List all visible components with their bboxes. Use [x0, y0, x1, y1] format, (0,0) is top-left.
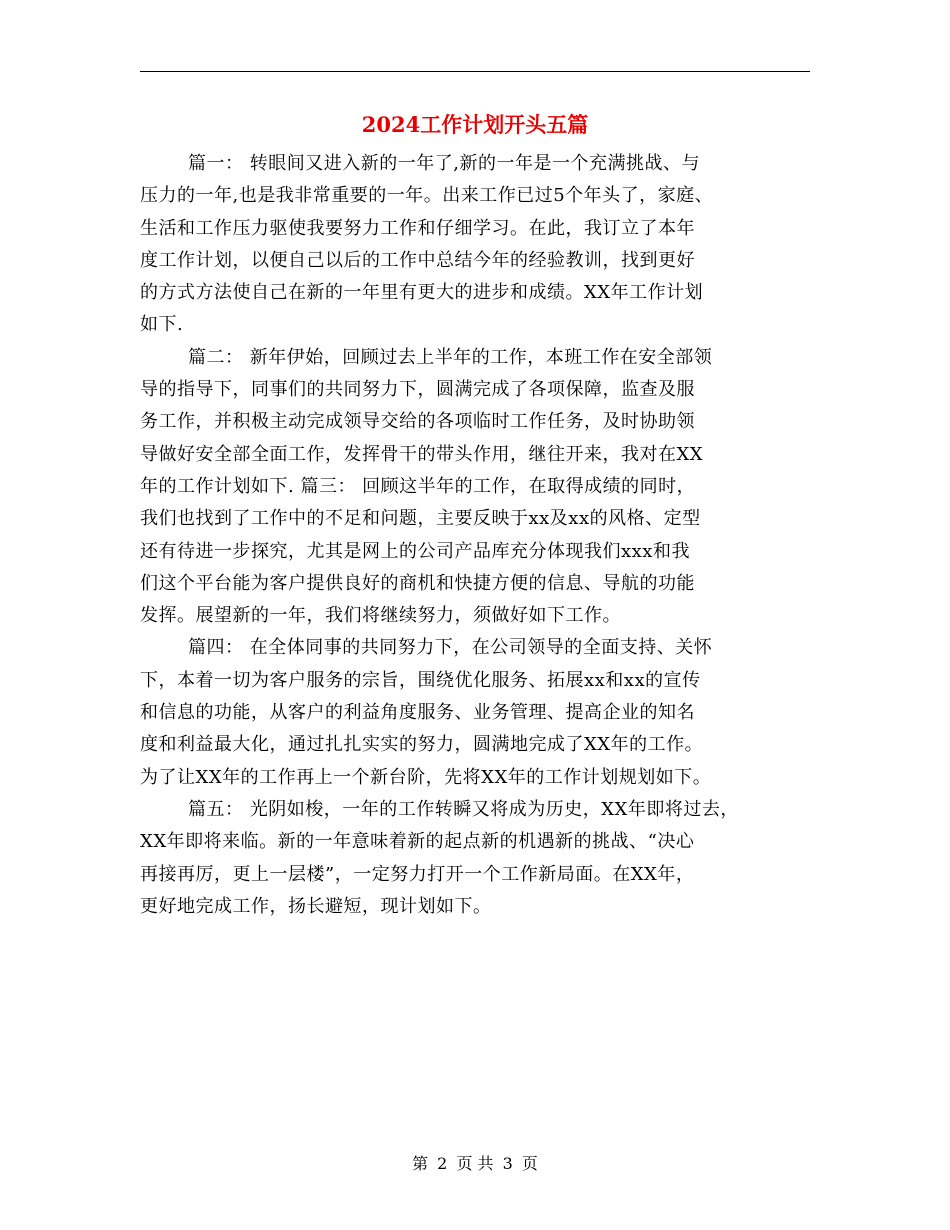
paragraph-line: 导的指导下，同事们的共同努力下，圆满完成了各项保障，监查及服 [140, 379, 695, 401]
paragraph-line: 发挥。展望新的一年，我们将继续努力，须做好如下工作。 [140, 605, 621, 627]
header-rule [140, 71, 810, 72]
paragraph-line: 篇一： 转眼间又进入新的一年了,新的一年是一个充满挑战、与 [188, 153, 700, 174]
paragraph-line: 如下. [140, 314, 184, 336]
total-page-count: 3 [502, 1154, 513, 1173]
current-page-number: 2 [437, 1154, 448, 1173]
paragraph-line: 度和利益最大化，通过扎扎实实的努力，圆满地完成了XX年的工作。 [140, 734, 704, 756]
paragraph-line: 务工作，并积极主动完成领导交给的各项临时工作任务，及时协助领 [140, 411, 695, 433]
paragraph-line: 压力的一年,也是我非常重要的一年。出来工作已过5个年头了，家庭、 [140, 185, 714, 207]
paragraph-line: 还有待进一步探究，尤其是网上的公司产品库充分体现我们xxx和我 [140, 540, 690, 562]
paragraph-line: 篇四： 在全体同事的共同努力下，在公司领导的全面支持、关怀 [188, 637, 713, 659]
paragraph-line: 下，本着一切为客户服务的宗旨，围绕优化服务、拓展xx和xx的宣传 [140, 669, 701, 691]
paragraph-line: XX年即将来临。新的一年意味着新的起点新的机遇新的挑战、“决心 [140, 831, 695, 853]
paragraph-line: 年的工作计划如下. 篇三： 回顾这半年的工作，在取得成绩的同时， [140, 475, 696, 497]
paragraph-line: 生活和工作压力驱使我要努力工作和仔细学习。在此，我订立了本年 [140, 217, 695, 239]
paragraph-line: 的方式方法使自己在新的一年里有更大的进步和成绩。XX年工作计划 [140, 282, 704, 304]
paragraph-line: 度工作计划，以便自己以后的工作中总结今年的经验教训，找到更好 [140, 249, 695, 271]
paragraph-line: 篇二： 新年伊始，回顾过去上半年的工作，本班工作在安全部领 [188, 346, 713, 368]
footer-prefix: 第 [412, 1154, 429, 1173]
footer-middle: 页 共 [456, 1154, 494, 1173]
document-body [140, 148, 820, 923]
footer-suffix: 页 [521, 1154, 538, 1173]
paragraph-line: 为了让XX年的工作再上一个新台阶，先将XX年的工作计划规划如下。 [140, 766, 712, 788]
paragraph-line: 导做好安全部全面工作，发挥骨干的带头作用，继往开来，我对在XX [140, 443, 704, 465]
page-footer [0, 1152, 950, 1176]
paragraph-line: 更好地完成工作，扬长避短，现计划如下。 [140, 895, 492, 917]
paragraph-line: 我们也找到了工作中的不足和问题，主要反映于xx及xx的风格、定型 [140, 508, 701, 530]
paragraph-line: 和信息的功能，从客户的利益角度服务、业务管理、提高企业的知名 [140, 702, 695, 724]
document-title: 2024工作计划开头五篇 [361, 112, 589, 137]
paragraph-line: 再接再厉，更上一层楼”，一定努力打开一个工作新局面。在XX年， [140, 863, 695, 885]
paragraph-line: 们这个平台能为客户提供良好的商机和快捷方便的信息、导航的功能 [140, 572, 695, 594]
paragraph-line: 篇五： 光阴如梭，一年的工作转瞬又将成为历史，XX年即将过去， [188, 798, 739, 820]
